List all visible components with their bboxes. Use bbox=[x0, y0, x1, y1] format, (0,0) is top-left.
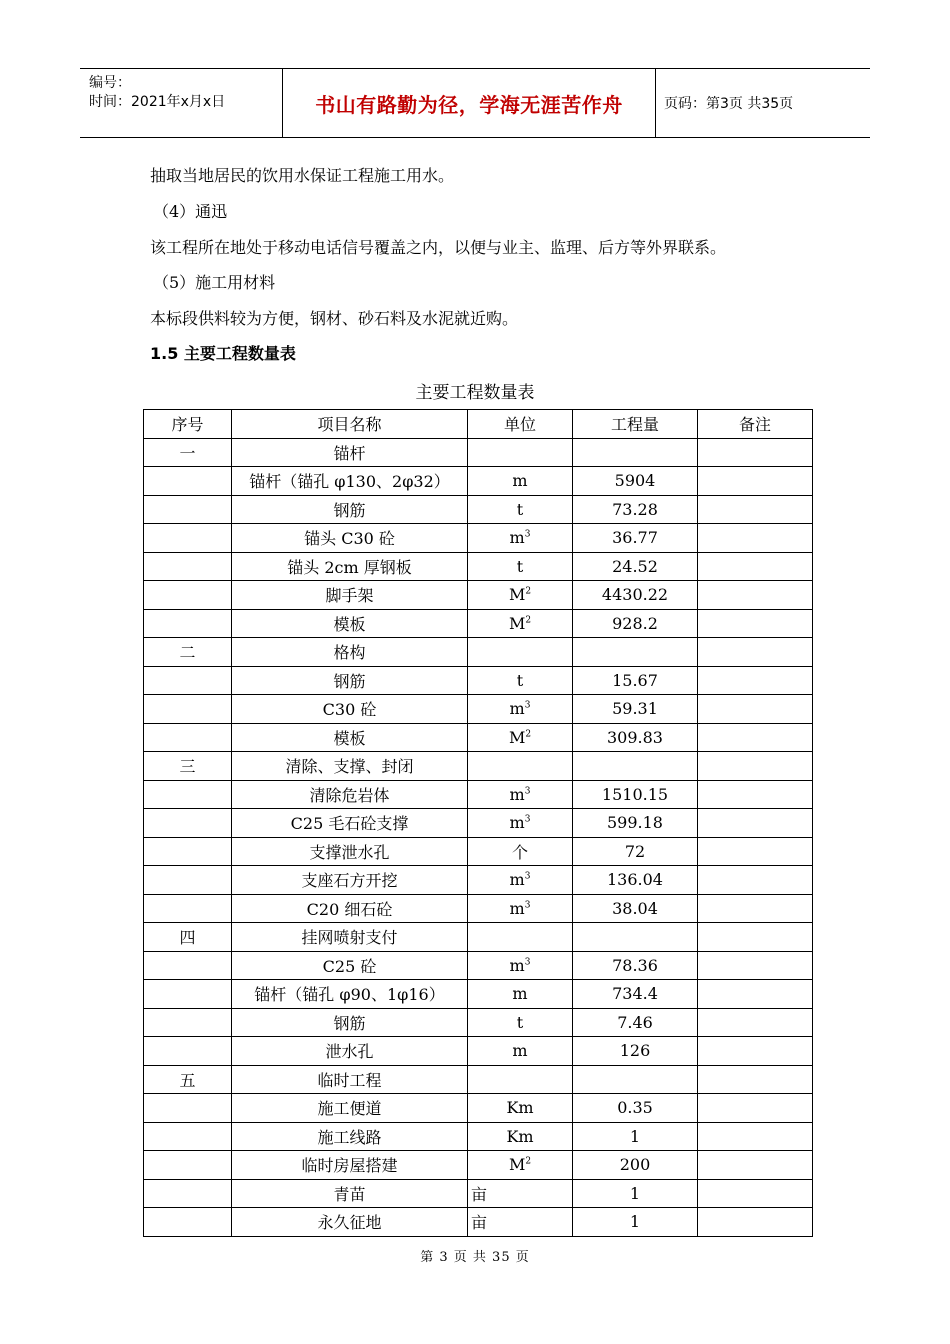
table-row bbox=[144, 752, 813, 781]
motto-text: 书山有路勤为径，学海无涯苦作舟 bbox=[315, 92, 623, 117]
cell-note bbox=[698, 980, 813, 1009]
cell-unit bbox=[468, 1122, 573, 1151]
cell-no bbox=[144, 723, 232, 752]
unit-exponent: 3 bbox=[524, 529, 531, 540]
cell-unit bbox=[468, 923, 573, 952]
cell-name: 支座石方开挖 bbox=[232, 866, 468, 895]
cell-name: 临时房屋搭建 bbox=[232, 1151, 468, 1180]
cell-unit bbox=[468, 866, 573, 895]
unit-text: M bbox=[508, 1155, 526, 1175]
unit-text: 亩 bbox=[471, 1184, 488, 1204]
cell-unit bbox=[468, 609, 573, 638]
table-row bbox=[144, 894, 813, 923]
table-row bbox=[144, 1094, 813, 1123]
table-row bbox=[144, 723, 813, 752]
page-footer: 第 3 页 共 35 页 bbox=[420, 1250, 530, 1265]
cell-no: 五 bbox=[144, 1065, 232, 1094]
cell-qty bbox=[573, 752, 698, 781]
cell-unit bbox=[468, 752, 573, 781]
table-row bbox=[144, 438, 813, 467]
table-row bbox=[144, 1008, 813, 1037]
unit-exponent: 2 bbox=[525, 586, 532, 597]
cell-no bbox=[144, 1208, 232, 1237]
cell-unit bbox=[468, 581, 573, 610]
col-header-note: 备注 bbox=[698, 410, 813, 439]
table-row bbox=[144, 467, 813, 496]
cell-note bbox=[698, 638, 813, 667]
cell-note bbox=[698, 609, 813, 638]
table-row bbox=[144, 1179, 813, 1208]
unit-exponent: 3 bbox=[524, 814, 531, 825]
table-row bbox=[144, 866, 813, 895]
cell-note bbox=[698, 1065, 813, 1094]
cell-note bbox=[698, 866, 813, 895]
table-row bbox=[144, 837, 813, 866]
cell-no bbox=[144, 1179, 232, 1208]
unit-text: t bbox=[516, 556, 524, 576]
header-page-cell bbox=[656, 69, 870, 137]
cell-qty: 1 bbox=[573, 1179, 698, 1208]
cell-qty: 7.46 bbox=[573, 1008, 698, 1037]
cell-name: 青苗 bbox=[232, 1179, 468, 1208]
cell-note bbox=[698, 951, 813, 980]
cell-name: 清除、支撑、封闭 bbox=[232, 752, 468, 781]
cell-note bbox=[698, 1094, 813, 1123]
unit-text: M bbox=[508, 585, 526, 605]
cell-qty bbox=[573, 923, 698, 952]
cell-name: 锚杆 bbox=[232, 438, 468, 467]
unit-text: M bbox=[508, 727, 526, 747]
unit-text: t bbox=[516, 670, 524, 690]
cell-name: C25 砼 bbox=[232, 951, 468, 980]
col-header-unit: 单位 bbox=[468, 410, 573, 439]
unit-text: m bbox=[509, 898, 525, 918]
cell-no bbox=[144, 837, 232, 866]
table-caption: 主要工程数量表 bbox=[415, 383, 535, 403]
paragraph-materials: 本标段供料较为方便，钢材、砂石料及水泥就近购。 bbox=[150, 309, 519, 328]
cell-name: C25 毛石砼支撑 bbox=[232, 809, 468, 838]
cell-note bbox=[698, 837, 813, 866]
table-row bbox=[144, 923, 813, 952]
table-row bbox=[144, 1208, 813, 1237]
header-meta bbox=[80, 69, 282, 137]
unit-text: m bbox=[512, 1041, 528, 1061]
cell-no bbox=[144, 1008, 232, 1037]
table-row bbox=[144, 980, 813, 1009]
cell-note bbox=[698, 780, 813, 809]
cell-name: 模板 bbox=[232, 723, 468, 752]
col-header-no: 序号 bbox=[144, 410, 232, 439]
cell-note bbox=[698, 809, 813, 838]
cell-qty: 309.83 bbox=[573, 723, 698, 752]
table-row bbox=[144, 524, 813, 553]
cell-note bbox=[698, 1151, 813, 1180]
cell-unit bbox=[468, 980, 573, 1009]
cell-qty bbox=[573, 1065, 698, 1094]
unit-text: 个 bbox=[511, 842, 528, 862]
cell-note bbox=[698, 723, 813, 752]
cell-qty: 1 bbox=[573, 1122, 698, 1151]
number-label: 编号： bbox=[89, 75, 131, 91]
unit-text: m bbox=[509, 955, 525, 975]
cell-no bbox=[144, 866, 232, 895]
cell-unit bbox=[468, 666, 573, 695]
cell-qty bbox=[573, 438, 698, 467]
paragraph-water: 抽取当地居民的饮用水保证工程施工用水。 bbox=[150, 166, 455, 185]
cell-qty: 15.67 bbox=[573, 666, 698, 695]
cell-qty: 0.35 bbox=[573, 1094, 698, 1123]
col-header-name: 项目名称 bbox=[232, 410, 468, 439]
cell-no: 四 bbox=[144, 923, 232, 952]
cell-unit bbox=[468, 438, 573, 467]
cell-no bbox=[144, 695, 232, 724]
unit-text: m bbox=[509, 813, 525, 833]
cell-no bbox=[144, 467, 232, 496]
cell-note bbox=[698, 1008, 813, 1037]
cell-note bbox=[698, 752, 813, 781]
col-header-qty: 工程量 bbox=[573, 410, 698, 439]
cell-unit bbox=[468, 467, 573, 496]
cell-name: 临时工程 bbox=[232, 1065, 468, 1094]
cell-unit bbox=[468, 552, 573, 581]
unit-text: m bbox=[509, 784, 525, 804]
heading-materials: （5）施工用材料 bbox=[153, 273, 276, 292]
cell-name: 挂网喷射支付 bbox=[232, 923, 468, 952]
cell-no bbox=[144, 524, 232, 553]
header-motto-cell bbox=[282, 69, 656, 137]
heading-communication: （4）通迅 bbox=[153, 202, 228, 221]
cell-name: 格构 bbox=[232, 638, 468, 667]
cell-unit bbox=[468, 894, 573, 923]
unit-exponent: 2 bbox=[525, 615, 532, 626]
unit-text: t bbox=[516, 499, 524, 519]
cell-note bbox=[698, 923, 813, 952]
cell-no bbox=[144, 1151, 232, 1180]
table-row bbox=[144, 609, 813, 638]
cell-note bbox=[698, 695, 813, 724]
cell-no: 三 bbox=[144, 752, 232, 781]
cell-name: 锚头 C30 砼 bbox=[232, 524, 468, 553]
cell-name: 锚杆（锚孔 φ130、2φ32） bbox=[232, 467, 468, 496]
cell-name: 支撑泄水孔 bbox=[232, 837, 468, 866]
unit-text: m bbox=[512, 984, 528, 1004]
page-header bbox=[80, 68, 870, 138]
table-row bbox=[144, 695, 813, 724]
cell-no bbox=[144, 581, 232, 610]
cell-name: 锚头 2cm 厚钢板 bbox=[232, 552, 468, 581]
cell-unit bbox=[468, 1008, 573, 1037]
cell-unit bbox=[468, 524, 573, 553]
cell-unit bbox=[468, 495, 573, 524]
unit-exponent: 3 bbox=[524, 786, 531, 797]
cell-note bbox=[698, 1208, 813, 1237]
cell-unit bbox=[468, 1151, 573, 1180]
page-code: 页码：第3页 共35页 bbox=[664, 96, 794, 112]
unit-text: m bbox=[509, 528, 525, 548]
table-row bbox=[144, 1151, 813, 1180]
cell-unit bbox=[468, 809, 573, 838]
cell-unit bbox=[468, 695, 573, 724]
unit-exponent: 3 bbox=[524, 900, 531, 911]
cell-no bbox=[144, 1122, 232, 1151]
cell-note bbox=[698, 467, 813, 496]
cell-unit bbox=[468, 1037, 573, 1066]
unit-text: t bbox=[516, 1012, 524, 1032]
unit-text: m bbox=[512, 471, 528, 491]
cell-name: 泄水孔 bbox=[232, 1037, 468, 1066]
cell-qty bbox=[573, 638, 698, 667]
cell-unit bbox=[468, 1065, 573, 1094]
paragraph-communication: 该工程所在地处于移动电话信号覆盖之内，以便与业主、监理、后方等外界联系。 bbox=[150, 238, 727, 257]
cell-name: C20 细石砼 bbox=[232, 894, 468, 923]
cell-qty: 38.04 bbox=[573, 894, 698, 923]
cell-name: 施工线路 bbox=[232, 1122, 468, 1151]
cell-note bbox=[698, 438, 813, 467]
cell-note bbox=[698, 524, 813, 553]
cell-note bbox=[698, 495, 813, 524]
cell-qty: 72 bbox=[573, 837, 698, 866]
unit-text: Km bbox=[506, 1126, 534, 1146]
cell-qty: 1 bbox=[573, 1208, 698, 1237]
cell-name: 钢筋 bbox=[232, 495, 468, 524]
cell-unit bbox=[468, 780, 573, 809]
table-header-row bbox=[144, 410, 813, 439]
cell-note bbox=[698, 1037, 813, 1066]
cell-no bbox=[144, 951, 232, 980]
cell-no bbox=[144, 980, 232, 1009]
cell-qty: 5904 bbox=[573, 467, 698, 496]
table-row bbox=[144, 666, 813, 695]
table-row bbox=[144, 1065, 813, 1094]
cell-qty: 734.4 bbox=[573, 980, 698, 1009]
cell-unit bbox=[468, 723, 573, 752]
table-row bbox=[144, 780, 813, 809]
cell-unit bbox=[468, 951, 573, 980]
cell-no bbox=[144, 780, 232, 809]
cell-name: 永久征地 bbox=[232, 1208, 468, 1237]
section-heading: 1.5 主要工程数量表 bbox=[150, 344, 296, 363]
date-label: 时间：2021年x月x日 bbox=[89, 94, 226, 110]
cell-name: 脚手架 bbox=[232, 581, 468, 610]
cell-qty: 36.77 bbox=[573, 524, 698, 553]
cell-note bbox=[698, 1122, 813, 1151]
cell-name: 施工便道 bbox=[232, 1094, 468, 1123]
cell-qty: 599.18 bbox=[573, 809, 698, 838]
quantity-table bbox=[143, 409, 813, 1237]
table-row bbox=[144, 581, 813, 610]
unit-exponent: 3 bbox=[524, 957, 531, 968]
cell-qty: 73.28 bbox=[573, 495, 698, 524]
cell-qty: 1510.15 bbox=[573, 780, 698, 809]
cell-name: 钢筋 bbox=[232, 1008, 468, 1037]
table-row bbox=[144, 951, 813, 980]
cell-name: 钢筋 bbox=[232, 666, 468, 695]
cell-no bbox=[144, 495, 232, 524]
unit-exponent: 3 bbox=[524, 700, 531, 711]
cell-no bbox=[144, 894, 232, 923]
cell-name: 锚杆（锚孔 φ90、1φ16） bbox=[232, 980, 468, 1009]
cell-note bbox=[698, 666, 813, 695]
cell-no bbox=[144, 1094, 232, 1123]
cell-qty: 24.52 bbox=[573, 552, 698, 581]
cell-name: 模板 bbox=[232, 609, 468, 638]
cell-no bbox=[144, 552, 232, 581]
cell-unit bbox=[468, 1208, 573, 1237]
cell-note bbox=[698, 1179, 813, 1208]
unit-text: m bbox=[509, 699, 525, 719]
cell-no bbox=[144, 1037, 232, 1066]
cell-no bbox=[144, 809, 232, 838]
cell-note bbox=[698, 552, 813, 581]
cell-unit bbox=[468, 1094, 573, 1123]
cell-unit bbox=[468, 1179, 573, 1208]
cell-name: C30 砼 bbox=[232, 695, 468, 724]
table-row bbox=[144, 495, 813, 524]
unit-exponent: 2 bbox=[525, 729, 532, 740]
cell-note bbox=[698, 894, 813, 923]
cell-no bbox=[144, 666, 232, 695]
table-row bbox=[144, 1037, 813, 1066]
cell-unit bbox=[468, 638, 573, 667]
cell-no: 一 bbox=[144, 438, 232, 467]
cell-qty: 126 bbox=[573, 1037, 698, 1066]
cell-no: 二 bbox=[144, 638, 232, 667]
unit-text: m bbox=[509, 870, 525, 890]
table-row bbox=[144, 552, 813, 581]
unit-text: M bbox=[508, 613, 526, 633]
cell-qty: 200 bbox=[573, 1151, 698, 1180]
cell-qty: 136.04 bbox=[573, 866, 698, 895]
cell-qty: 928.2 bbox=[573, 609, 698, 638]
cell-note bbox=[698, 581, 813, 610]
unit-text: Km bbox=[506, 1098, 534, 1118]
table-row bbox=[144, 1122, 813, 1151]
cell-no bbox=[144, 609, 232, 638]
cell-qty: 4430.22 bbox=[573, 581, 698, 610]
unit-exponent: 2 bbox=[525, 1156, 532, 1167]
unit-exponent: 3 bbox=[524, 871, 531, 882]
table-row bbox=[144, 638, 813, 667]
cell-qty: 78.36 bbox=[573, 951, 698, 980]
table-row bbox=[144, 809, 813, 838]
cell-qty: 59.31 bbox=[573, 695, 698, 724]
unit-text: 亩 bbox=[471, 1213, 488, 1233]
cell-unit bbox=[468, 837, 573, 866]
cell-name: 清除危岩体 bbox=[232, 780, 468, 809]
